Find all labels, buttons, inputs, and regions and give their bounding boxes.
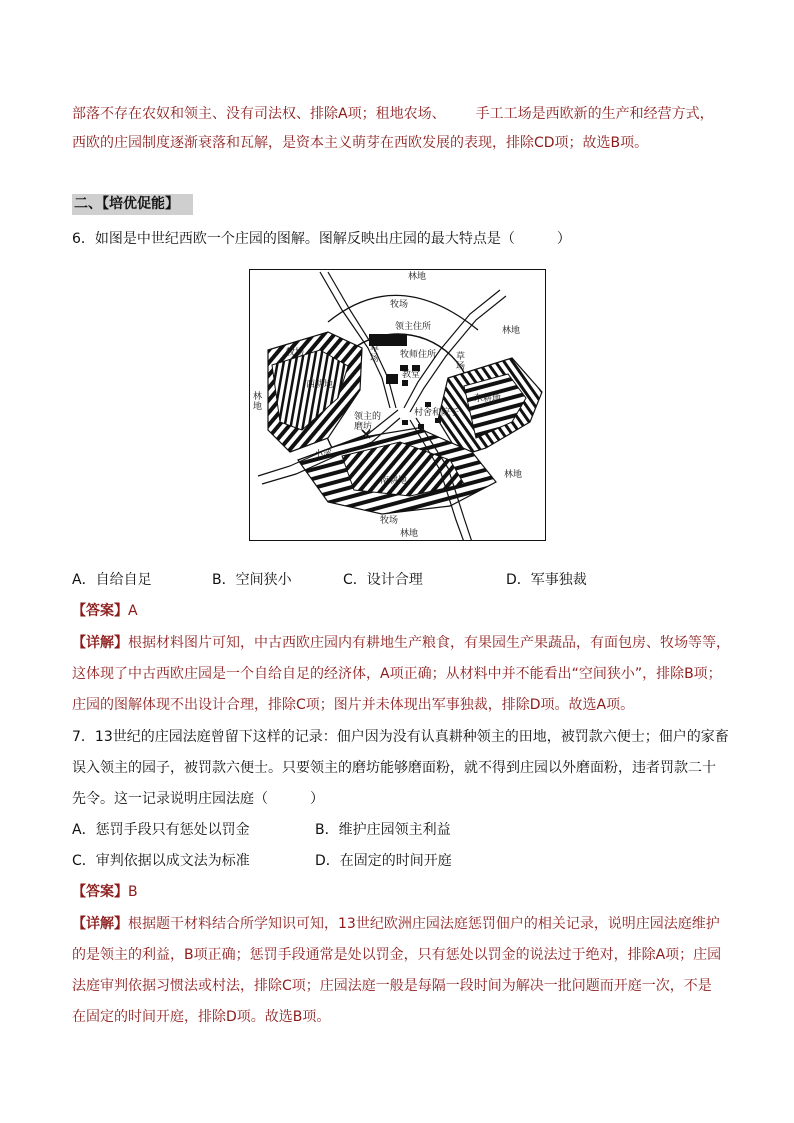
- map-label-meadow-left: 草场: [370, 344, 380, 364]
- q7-option-d: D．在固定的时间开庭: [315, 853, 452, 869]
- q6-answer-value: A: [128, 603, 138, 619]
- prev-line1-part-b: 手工工场是西欧新的生产和经营方式，: [475, 106, 714, 122]
- q6-option-a: A．自给自足: [72, 572, 152, 588]
- q7-stem-line-2: 误入领主的园子，被罚款六便士。只要领主的磨坊能够磨面粉，就不得到庄园以外磨面粉，违者罚款二十: [72, 760, 716, 776]
- map-label-forest-right2: 林地: [504, 470, 523, 480]
- q7-option-c: C．审判依据以成文法为标准: [72, 853, 250, 869]
- q6-detail-label: 【详解】: [72, 635, 128, 651]
- q6-detail-line-1: [72, 633, 730, 653]
- manor-map-figure: [249, 269, 546, 541]
- q7-option-b: B．维护庄园领主利益: [315, 822, 451, 838]
- map-label-church: 教堂: [402, 370, 421, 380]
- map-label-forest-left: 林地: [253, 392, 263, 412]
- q7-answer-label: 【答案】: [72, 884, 128, 900]
- q6-stem: 6．如图是中世纪西欧一个庄园的图解。图解反映出庄园的最大特点是（ ）: [72, 231, 571, 247]
- q7-stem-line-1: 7．13世纪的庄园法庭曾留下这样的记录：佃户因为没有认真耕种领主的田地，被罚款六便士；佃户的家畜: [72, 729, 729, 745]
- map-label-village: 村舍和院子: [414, 408, 460, 418]
- q7-answer-value: B: [128, 884, 138, 900]
- map-label-pasture-top: 牧场: [390, 300, 409, 310]
- map-label-meadow-right: 草场: [456, 352, 466, 372]
- q6-option-d: D．军事独裁: [506, 572, 587, 588]
- map-label-priest-house: 牧师住所: [400, 350, 437, 360]
- q6-option-c: C．设计合理: [343, 572, 423, 588]
- q7-answer: [72, 882, 138, 902]
- q6-option-b: B．空间狭小: [212, 572, 292, 588]
- prev-explanation-line-2: 西欧的庄园制度逐渐衰落和瓦解，是资本主义萌芽在西欧发展的表现，排除CD项；故选B项。: [72, 135, 649, 151]
- q7-detail-line-3: 法庭审判依据习惯法或村法，排除C项；庄园法庭一般是每隔一段时间为解决一批问题而开庭一次，不是: [72, 978, 712, 994]
- map-label-lord-house: 领主住所: [395, 322, 432, 332]
- map-label-pasture-bottom: 牧场: [380, 516, 399, 526]
- q7-detail-line-1: [72, 914, 720, 934]
- q6-answer: [72, 601, 138, 621]
- q7-detail-line-4: 在固定的时间开庭，排除D项。故选B项。: [72, 1009, 331, 1025]
- q7-stem-line-3: 先令。这一记录说明庄园法庭（ ）: [72, 791, 324, 807]
- prev-explanation-line-1: [72, 104, 714, 124]
- q6-answer-label: 【答案】: [72, 603, 128, 619]
- map-label-forest-top: 林地: [408, 272, 427, 282]
- map-label-forest-right: 林地: [502, 326, 521, 336]
- section-header: 二、【培优促能】: [72, 194, 193, 215]
- q7-option-a: A．惩罚手段只有惩处以罚金: [72, 822, 250, 838]
- map-label-lord-mill: 领主的磨坊: [354, 412, 382, 432]
- map-label-forest-bottom: 林地: [400, 529, 419, 539]
- manor-map-drawing: [250, 270, 546, 541]
- prev-line1-part-a: 部落不存在农奴和领主、没有司法权、排除A项；租地农场、: [72, 106, 446, 122]
- q7-detail-label: 【详解】: [72, 916, 128, 932]
- q7-detail-line-2: 的是领主的利益，B项正确；惩罚手段通常是处以罚金，只有惩处以罚金的说法过于绝对，排除A项；庄园: [72, 947, 722, 963]
- map-label-stream: 小溪: [314, 450, 333, 460]
- map-label-pasture-left: 牧场: [286, 348, 305, 358]
- map-label-south-field: 南耕地: [380, 476, 408, 486]
- map-label-east-field: 东耕地: [474, 394, 502, 404]
- q6-detail-line-3: 庄园的图解体现不出设计合理，排除C项；图片并未体现出军事独裁，排除D项。故选A项。: [72, 697, 635, 713]
- q6-detail-text-1: 根据材料图片可知，中古西欧庄园内有耕地生产粮食，有果园生产果蔬品，有面包房、牧场等等，: [128, 635, 730, 651]
- q7-detail-text-1: 根据题干材料结合所学知识可知，13世纪欧洲庄园法庭惩罚佃户的相关记录，说明庄园法庭维护: [128, 916, 720, 932]
- q6-detail-line-2: 这体现了中古西欧庄园是一个自给自足的经济体，A项正确；从材料中并不能看出“空间狭小”，排除B项；: [72, 666, 722, 682]
- map-label-west-field: 西耕地: [306, 380, 334, 390]
